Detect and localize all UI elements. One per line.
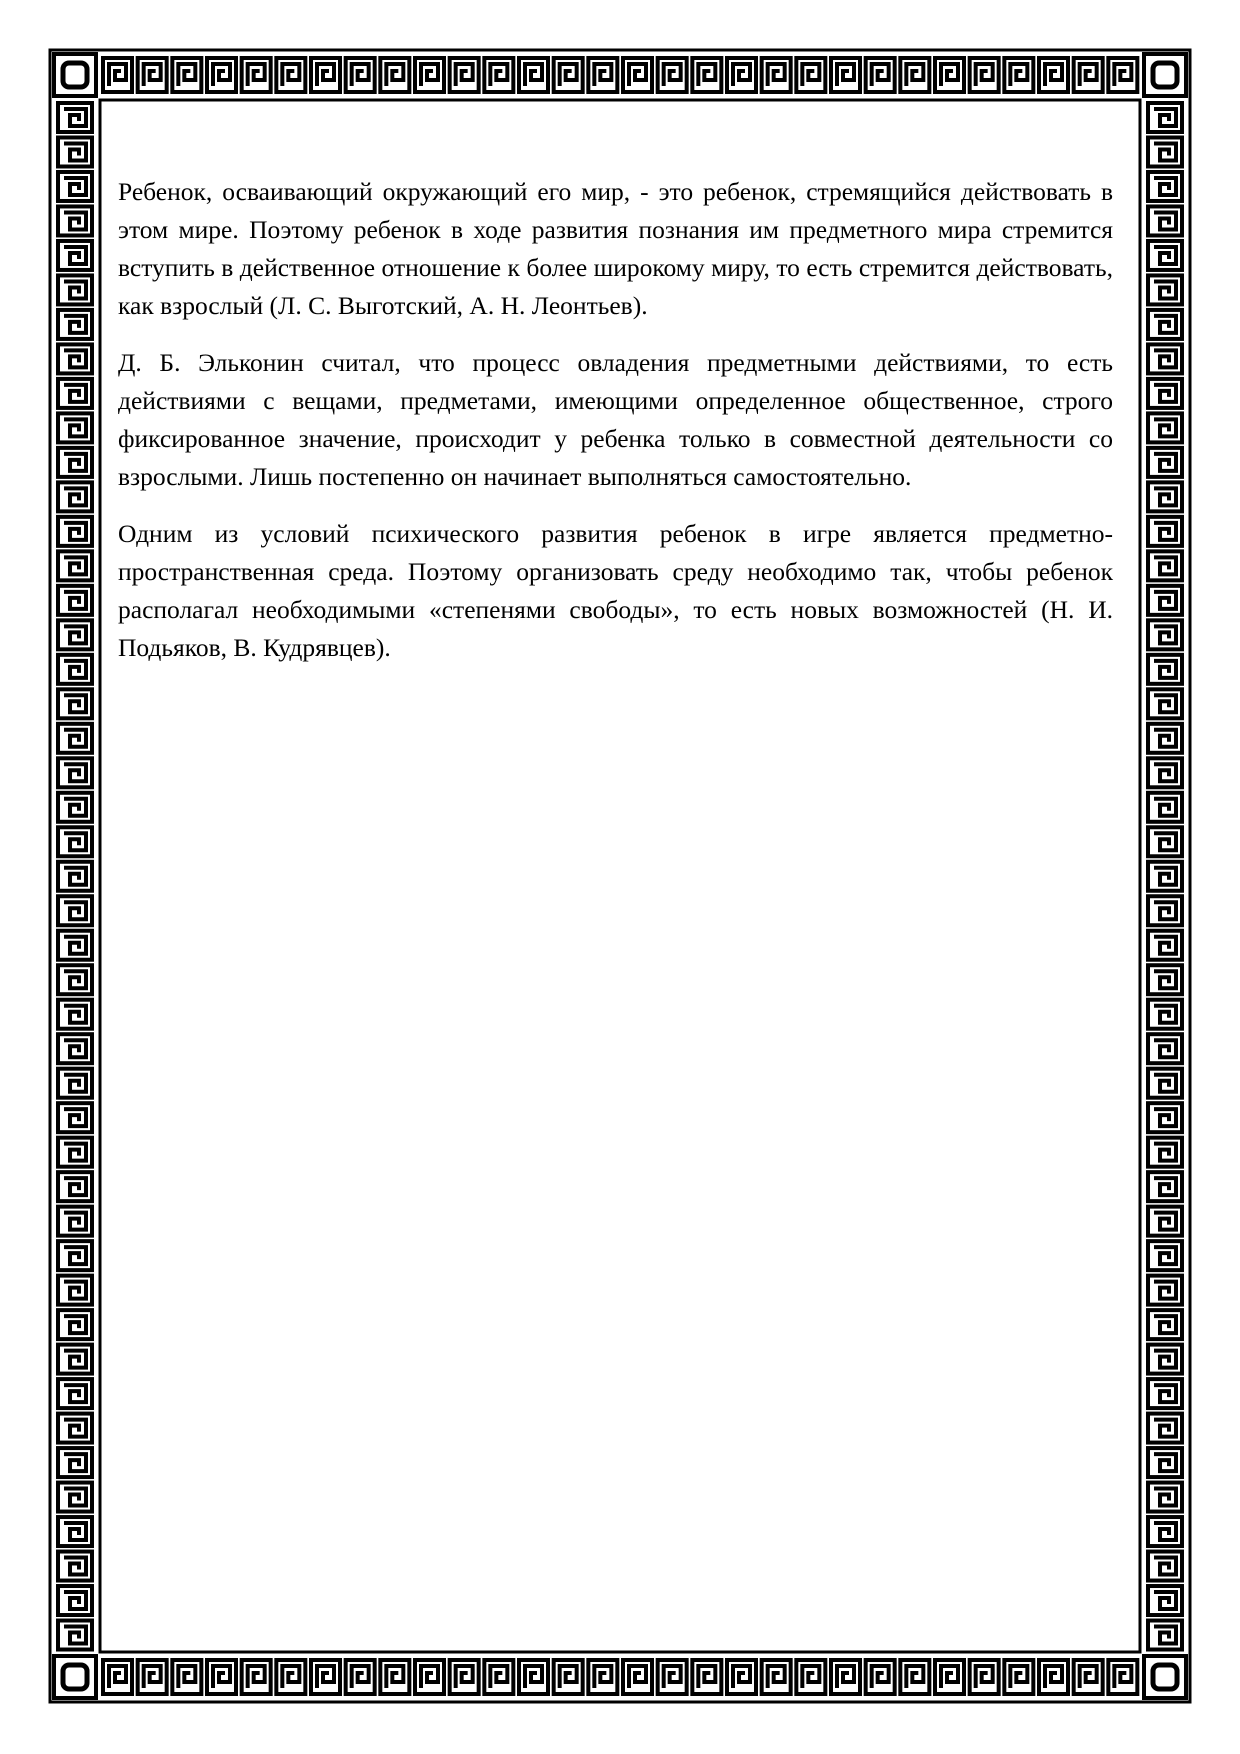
meander-tile <box>242 1660 271 1694</box>
meander-tile <box>1148 1586 1182 1615</box>
meander-tile <box>207 1660 236 1694</box>
meander-tile <box>58 1621 92 1650</box>
meander-tile <box>58 1448 92 1477</box>
meander-tile <box>58 931 92 960</box>
meander-tile <box>1148 482 1182 511</box>
meander-tile <box>1148 448 1182 477</box>
meander-tile <box>172 58 201 92</box>
meander-tile <box>58 344 92 373</box>
meander-tile <box>1148 1379 1182 1408</box>
meander-tile <box>58 482 92 511</box>
meander-tile <box>1148 655 1182 684</box>
meander-tile <box>1148 1241 1182 1270</box>
meander-tile <box>1148 862 1182 891</box>
meander-tile <box>1148 1000 1182 1029</box>
corner-ornament-top-left <box>54 54 96 96</box>
meander-tile <box>103 58 132 92</box>
meander-tile <box>58 1379 92 1408</box>
meander-tile <box>276 1660 305 1694</box>
meander-tile <box>1039 58 1068 92</box>
meander-tile <box>1148 551 1182 580</box>
meander-tile <box>58 1517 92 1546</box>
meander-tile <box>762 58 791 92</box>
meander-tile <box>58 1552 92 1581</box>
meander-tile <box>623 1660 652 1694</box>
meander-tile <box>58 965 92 994</box>
meander-tile <box>1148 1069 1182 1098</box>
meander-tile <box>58 1345 92 1374</box>
meander-tile <box>58 1310 92 1339</box>
meander-tile <box>1148 793 1182 822</box>
meander-tile <box>1004 58 1033 92</box>
meander-tile <box>138 1660 167 1694</box>
corner-ornament-bottom-right <box>1144 1656 1186 1698</box>
meander-tile <box>380 58 409 92</box>
border-band-right <box>1148 103 1182 1650</box>
meander-tile <box>727 1660 756 1694</box>
meander-tile <box>103 1660 132 1694</box>
meander-tile <box>588 58 617 92</box>
meander-tile <box>762 1660 791 1694</box>
meander-tile <box>58 655 92 684</box>
meander-tile <box>484 58 513 92</box>
border-band-left <box>58 103 92 1650</box>
meander-tile <box>1074 1660 1103 1694</box>
meander-tile <box>1148 1310 1182 1339</box>
meander-tile <box>935 58 964 92</box>
border-band-top <box>103 58 1137 92</box>
meander-tile <box>519 1660 548 1694</box>
meander-tile <box>1148 172 1182 201</box>
border-band-bottom <box>103 1660 1137 1694</box>
meander-tile <box>1148 103 1182 132</box>
meander-tile <box>554 1660 583 1694</box>
meander-tile <box>58 862 92 891</box>
meander-tile <box>970 58 999 92</box>
meander-tile <box>1148 1414 1182 1443</box>
meander-tile <box>1148 1207 1182 1236</box>
meander-tile <box>1148 310 1182 339</box>
meander-tile <box>1074 58 1103 92</box>
meander-tile <box>831 1660 860 1694</box>
meander-tile <box>1148 1552 1182 1581</box>
meander-tile <box>1148 241 1182 270</box>
meander-tile <box>692 58 721 92</box>
meander-tile <box>138 58 167 92</box>
meander-tile <box>727 58 756 92</box>
meander-tile <box>1148 413 1182 442</box>
meander-tile <box>658 1660 687 1694</box>
meander-tile <box>58 1483 92 1512</box>
meander-tile <box>866 1660 895 1694</box>
meander-tile <box>58 413 92 442</box>
meander-tile <box>415 58 444 92</box>
meander-tile <box>58 241 92 270</box>
meander-tile <box>450 1660 479 1694</box>
meander-tile <box>1148 724 1182 753</box>
meander-tile <box>1108 58 1137 92</box>
meander-tile <box>242 58 271 92</box>
meander-tile <box>58 1276 92 1305</box>
meander-tile <box>1148 827 1182 856</box>
meander-tile <box>900 1660 929 1694</box>
meander-tile <box>1148 379 1182 408</box>
meander-tile <box>796 1660 825 1694</box>
meander-tile <box>58 689 92 718</box>
meander-tile <box>58 1138 92 1167</box>
meander-tile <box>1108 1660 1137 1694</box>
meander-tile <box>311 58 340 92</box>
meander-tile <box>58 1586 92 1615</box>
meander-tile <box>1148 344 1182 373</box>
meander-tile <box>1039 1660 1068 1694</box>
meander-tile <box>58 724 92 753</box>
meander-tile <box>276 58 305 92</box>
meander-tile <box>1148 1276 1182 1305</box>
meander-tile <box>172 1660 201 1694</box>
meander-tile <box>1148 1138 1182 1167</box>
meander-tile <box>1148 896 1182 925</box>
meander-tile <box>207 58 236 92</box>
meander-tile <box>658 58 687 92</box>
meander-tile <box>1148 689 1182 718</box>
meander-tile <box>796 58 825 92</box>
meander-tile <box>415 1660 444 1694</box>
meander-tile <box>1148 586 1182 615</box>
meander-tile <box>58 275 92 304</box>
corner-ornament-bottom-left <box>54 1656 96 1698</box>
meander-tile <box>484 1660 513 1694</box>
meander-tile <box>58 1000 92 1029</box>
meander-tile <box>58 206 92 235</box>
meander-tile <box>58 137 92 166</box>
meander-tile <box>346 1660 375 1694</box>
meander-tile <box>1148 1034 1182 1063</box>
meander-tile <box>58 586 92 615</box>
meander-tile <box>519 58 548 92</box>
meander-tile <box>58 379 92 408</box>
meander-tile <box>588 1660 617 1694</box>
meander-tile <box>58 310 92 339</box>
meander-tile <box>58 827 92 856</box>
meander-tile <box>1148 1448 1182 1477</box>
meander-tile <box>900 58 929 92</box>
meander-tile <box>58 103 92 132</box>
meander-tile <box>1148 517 1182 546</box>
meander-tile <box>58 448 92 477</box>
meander-tile <box>1148 620 1182 649</box>
meander-tile <box>58 758 92 787</box>
corner-ornament-top-right <box>1144 54 1186 96</box>
meander-tile <box>450 58 479 92</box>
meander-tile <box>58 793 92 822</box>
meander-tile <box>311 1660 340 1694</box>
meander-tile <box>58 1414 92 1443</box>
meander-tile <box>1148 1103 1182 1132</box>
meander-tile <box>380 1660 409 1694</box>
meander-tile <box>1148 1621 1182 1650</box>
meander-tile <box>1148 275 1182 304</box>
paragraph-3: Одним из условий психического развития ребенок в игре является предметно-пространственная среда. Поэтому организовать среду необходимо так, чтобы ребенок располагал необходимыми «степенями свободы», то есть новых возможностей (Н. И. Подьяков, В. Кудрявцев). <box>118 519 1113 662</box>
meander-tile <box>1148 1172 1182 1201</box>
paragraph-1: Ребенок, осваивающий окружающий его мир, - это ребенок, стремящийся действовать в этом мире. Поэтому ребенок в ходе развития познания им предметного мира стремится вступить в действенное отношение к более широкому миру, то есть стремится действовать, как взрослый (Л. С. Выготский, А. Н. Леонтьев). <box>118 177 1113 320</box>
meander-tile <box>58 896 92 925</box>
meander-tile <box>346 58 375 92</box>
document-body <box>118 173 1113 686</box>
meander-tile <box>1148 1517 1182 1546</box>
meander-tile <box>58 1103 92 1132</box>
meander-tile <box>554 58 583 92</box>
meander-tile <box>692 1660 721 1694</box>
meander-tile <box>1148 206 1182 235</box>
meander-tile <box>58 1207 92 1236</box>
meander-tile <box>58 1172 92 1201</box>
meander-tile <box>935 1660 964 1694</box>
meander-tile <box>58 1241 92 1270</box>
meander-tile <box>58 1034 92 1063</box>
meander-tile <box>58 1069 92 1098</box>
meander-tile <box>970 1660 999 1694</box>
meander-tile <box>1148 758 1182 787</box>
meander-tile <box>831 58 860 92</box>
meander-tile <box>1148 1483 1182 1512</box>
meander-tile <box>1148 137 1182 166</box>
meander-tile <box>1148 931 1182 960</box>
meander-tile <box>58 517 92 546</box>
meander-tile <box>623 58 652 92</box>
paragraph-2: Д. Б. Эльконин считал, что процесс овладения предметными действиями, то есть действиями с вещами, предметами, имеющими определенное общественное, строго фиксированное значение, происходит у ребенка только в совместной деятельности со взрослыми. Лишь постепенно он начинает выполняться самостоятельно. <box>118 348 1113 491</box>
meander-tile <box>58 551 92 580</box>
meander-tile <box>1148 1345 1182 1374</box>
meander-tile <box>1148 965 1182 994</box>
meander-tile <box>58 620 92 649</box>
meander-tile <box>1004 1660 1033 1694</box>
meander-tile <box>866 58 895 92</box>
meander-tile <box>58 172 92 201</box>
